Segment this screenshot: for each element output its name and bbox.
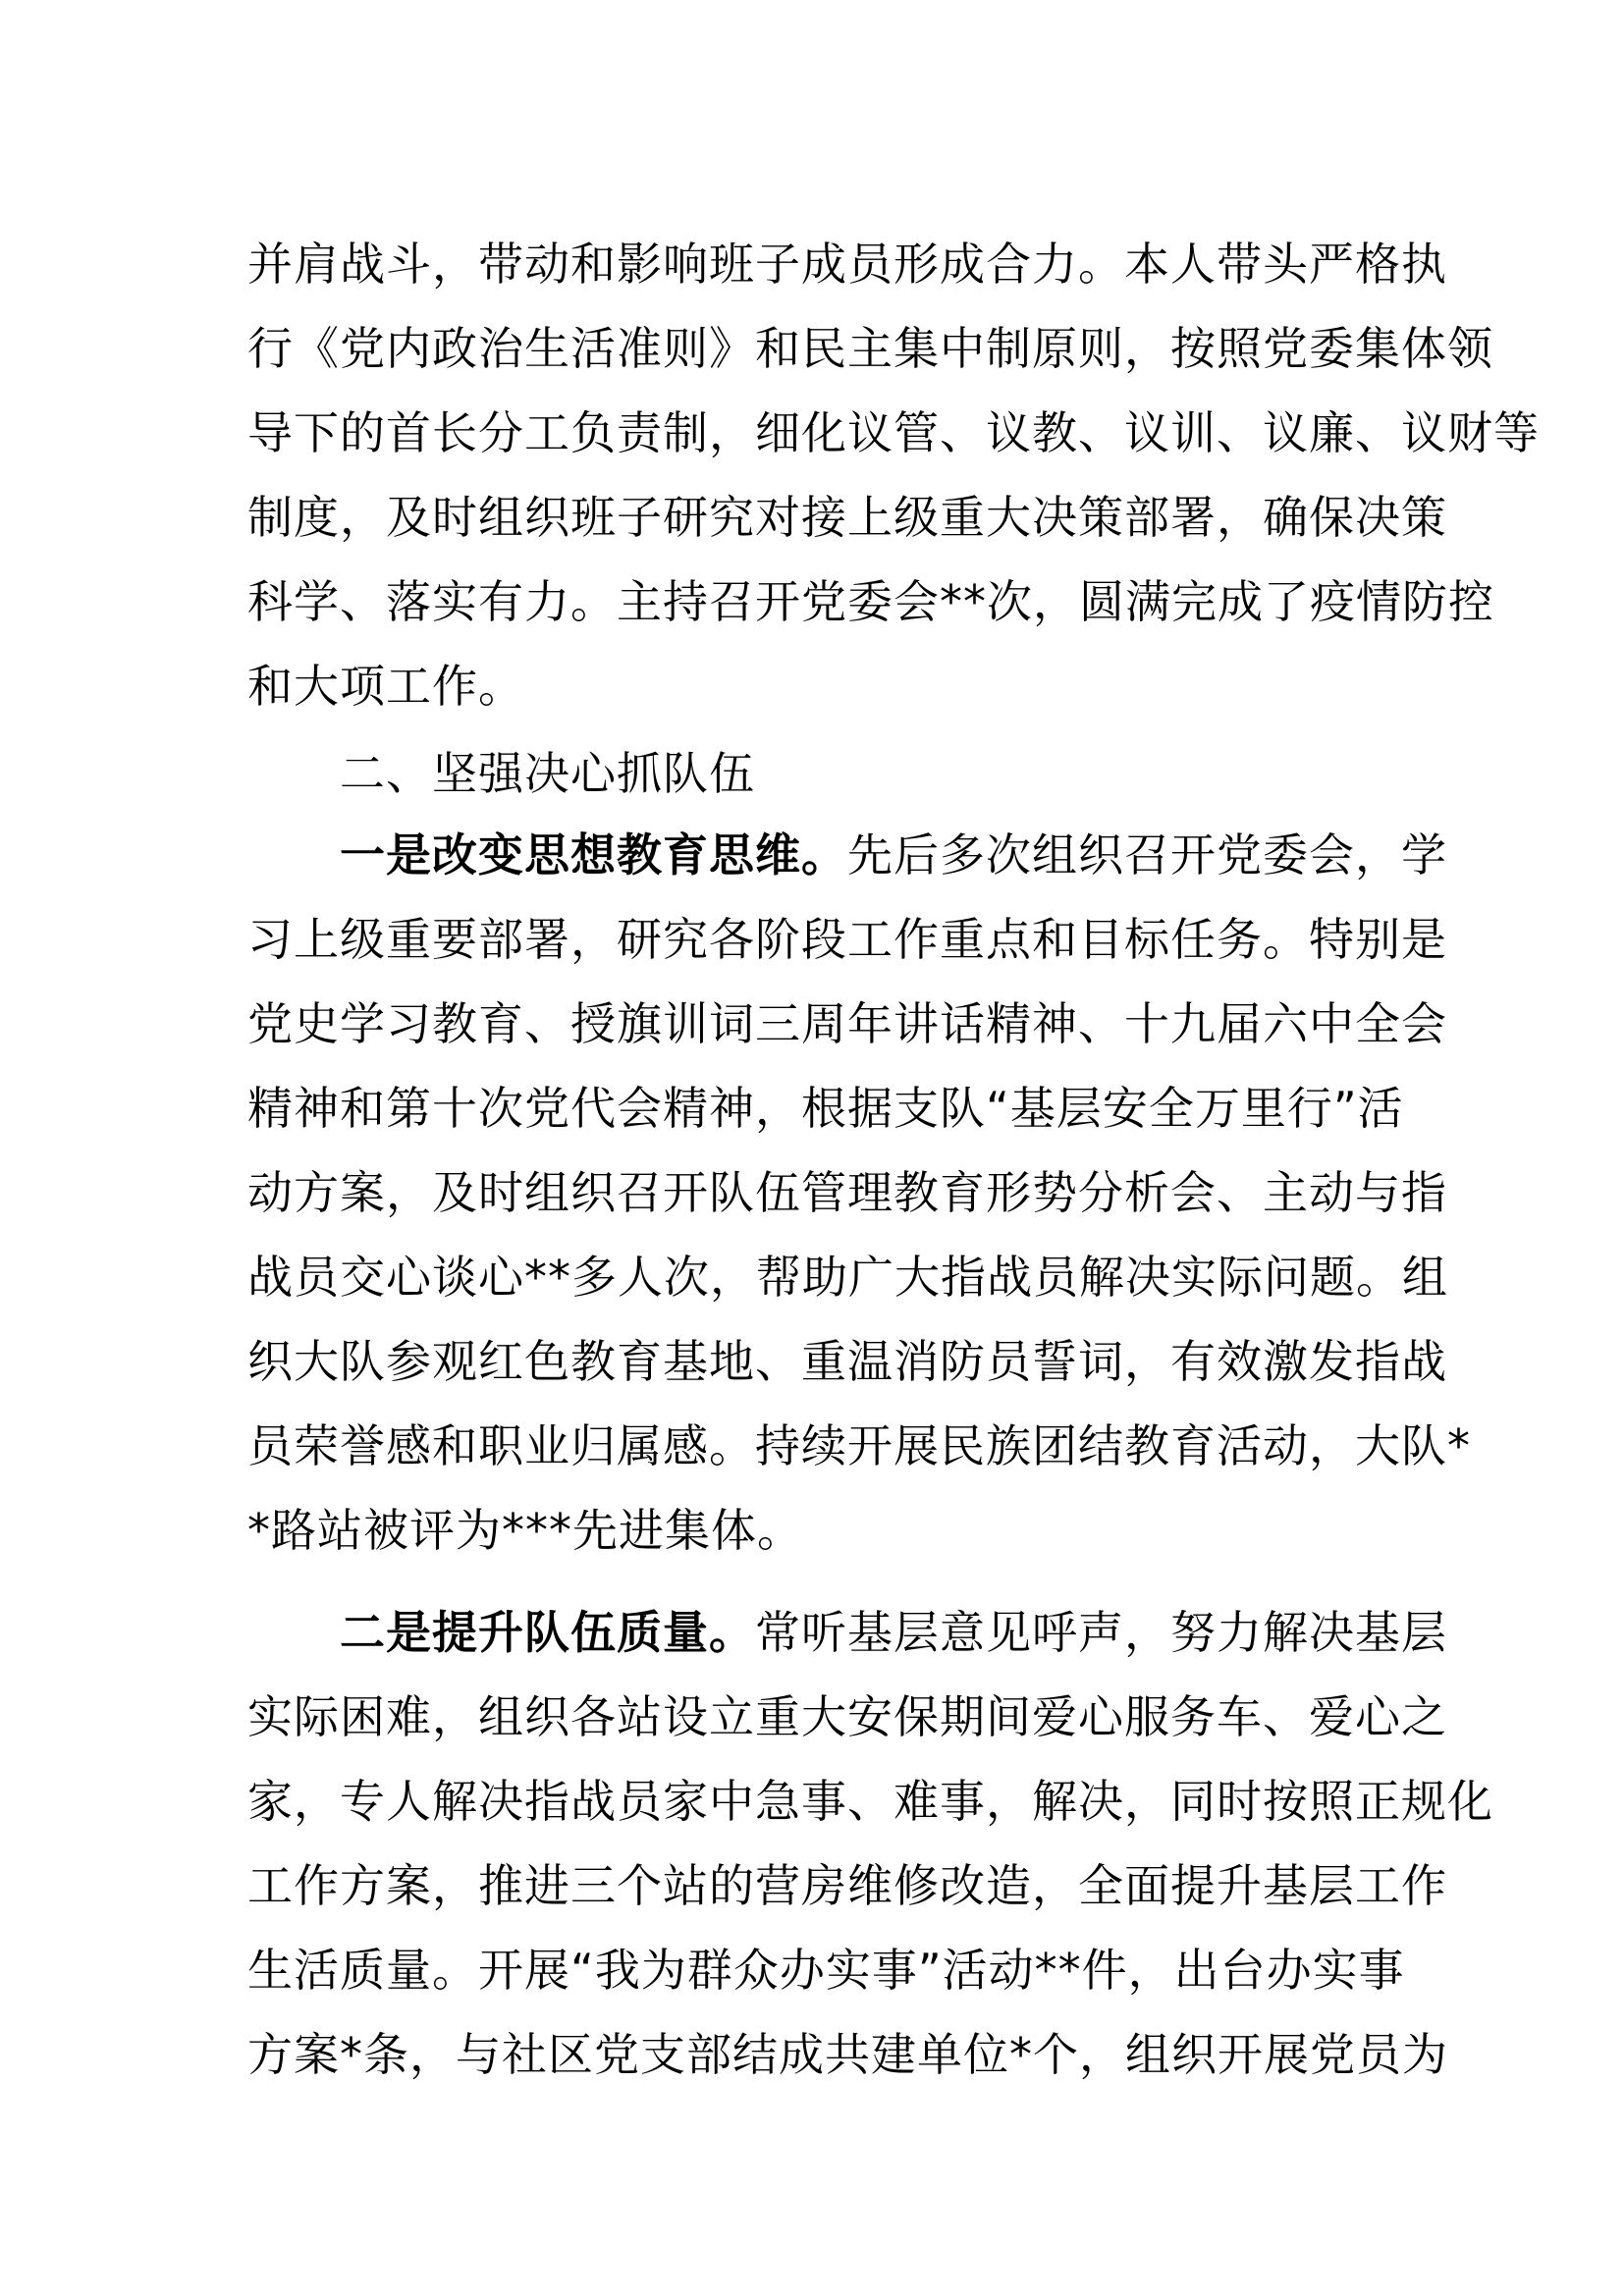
text-line: 工作方案，推进三个站的营房维修改造，全面提升基层工作	[247, 1859, 1447, 1912]
text-line: 员荣誉感和职业归属感。持续开展民族团结教育活动，大队*	[247, 1419, 1471, 1472]
text-line: 和大项工作。	[247, 660, 524, 713]
text-line: 精神和第十次党代会精神，根据支队“基层安全万里行”活	[247, 1082, 1404, 1135]
text-line: 家，专人解决指战员家中急事、难事，解决，同时按照正规化	[247, 1775, 1493, 1828]
text-line: 实际困难，组织各站设立重大安保期间爱心服务车、爱心之	[247, 1690, 1447, 1743]
text-line: 党史学习教育、授旗训词三周年讲话精神、十九届六中全会	[247, 997, 1447, 1050]
bold-lead: 二是提升队伍质量。	[340, 1606, 755, 1659]
text-line: 生活质量。开展“我为群众办实事”活动**件，出台办实事	[247, 1944, 1405, 1997]
section-heading: 二、坚强决心抓队伍	[340, 747, 755, 800]
text-line: 动方案，及时组织召开队伍管理教育形势分析会、主动与指	[247, 1166, 1447, 1219]
text-line: *路站被评为***先进集体。	[247, 1504, 803, 1557]
first-line-rest: 常听基层意见呼声，努力解决基层	[755, 1606, 1447, 1659]
first-line-rest: 先后多次组织召开党委会，学	[847, 828, 1447, 881]
text-line: 导下的首长分工负责制，细化议管、议教、议训、议廉、议财等	[247, 406, 1540, 459]
text-line: 方案*条，与社区党支部结成共建单位*个，组织开展党员为	[247, 2028, 1448, 2081]
first-line	[340, 825, 1447, 885]
text-line: 战员交心谈心**多人次，帮助广大指战员解决实际问题。组	[247, 1251, 1448, 1304]
first-line	[340, 1602, 1447, 1663]
text-line: 行《党内政治生活准则》和民主集中制原则，按照党委集体领	[247, 322, 1493, 375]
text-line: 织大队参观红色教育基地、重温消防员誓词，有效激发指战	[247, 1335, 1447, 1388]
text-line: 并肩战斗，带动和影响班子成员形成合力。本人带头严格执	[247, 238, 1447, 291]
text-line: 制度，及时组织班子研究对接上级重大决策部署，确保决策	[247, 491, 1447, 544]
text-line: 习上级重要部署，研究各阶段工作重点和目标任务。特别是	[247, 913, 1447, 966]
text-line: 科学、落实有力。主持召开党委会**次，圆满完成了疫情防控	[247, 575, 1494, 628]
bold-lead: 一是改变思想教育思维。	[340, 828, 847, 881]
